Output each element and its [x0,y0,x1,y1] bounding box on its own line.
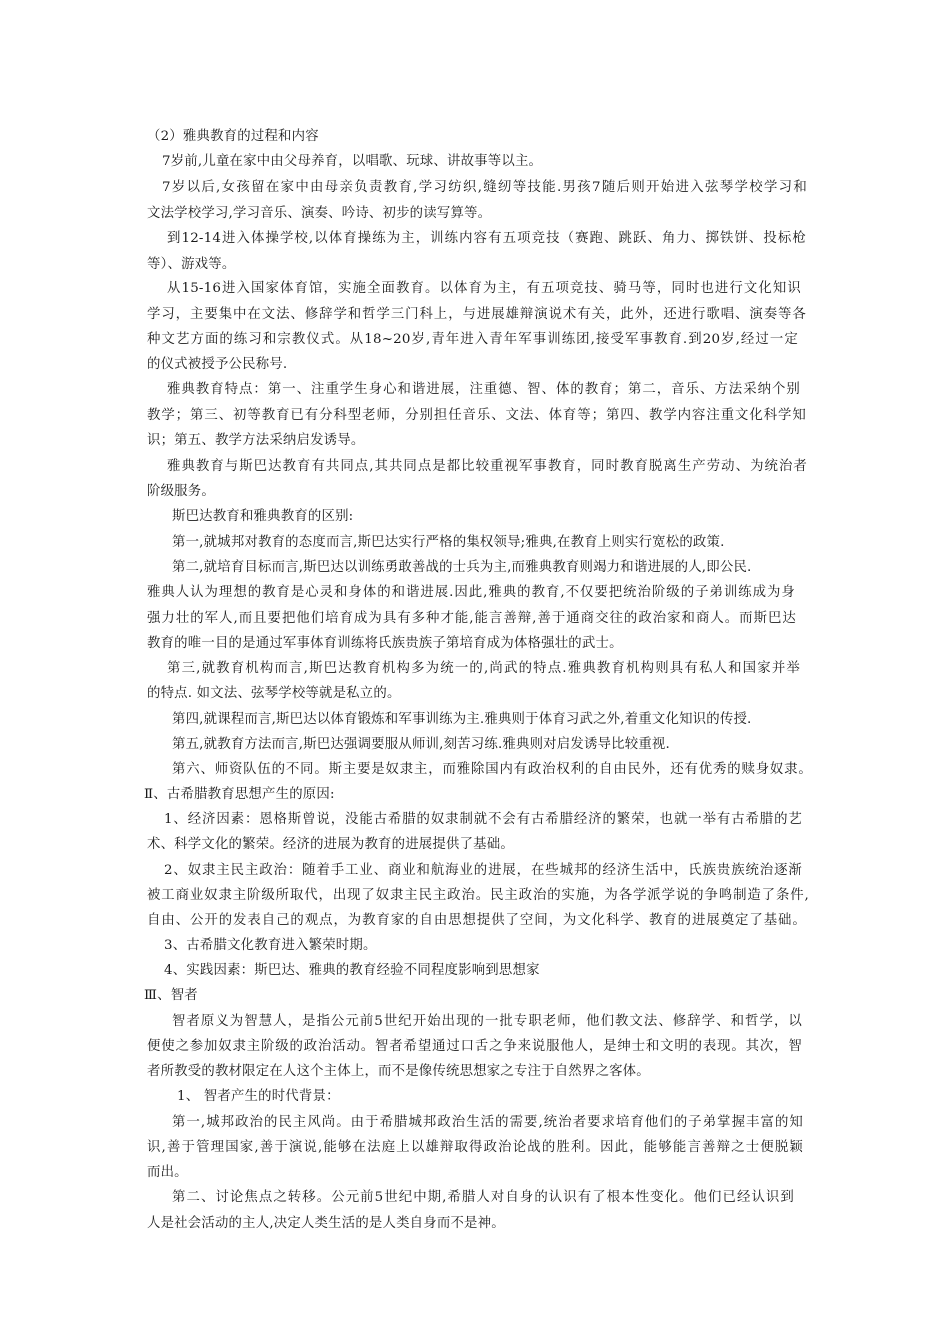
text-line: 2、奴隶主民主政治：随着手工业、商业和航海业的进展，在些城邦的经济生活中，氏族贵族统治逐渐 [164,863,802,878]
text-line: 雅典教育特点：第一、注重学生身心和谐进展，注重德、智、体的教育；第二，音乐、方法采纳个别 [167,382,800,397]
text-line: 学习，主要集中在文法、修辞学和哲学三门科上，与进展雄辩演说术有关，此外，还进行歌唱、演奏等各 [147,307,806,322]
text-line: 的仪式被授予公民称号. [147,357,288,372]
text-line: 阶级服务。 [147,484,215,499]
text-line: 第三,就教育机构而言,斯巴达教育机构多为统一的,尚武的特点.雅典教育机构则具有私人和国家并举 [167,661,800,676]
text-line: 第一,就城邦对教育的态度而言,斯巴达实行严格的集权领导;雅典,在教育上则实行宽松的政策. [172,535,725,550]
text-line: 到12-14进入体操学校,以体育操练为主，训练内容有五项竞技（赛跑、跳跃、角力、掷铁饼、投标枪 [167,231,806,246]
text-line: 第四,就课程而言,斯巴达以体育锻炼和军事训练为主.雅典则于体育习武之外,着重文化知识的传授. [172,712,752,727]
text-line: 从15-16进入国家体育馆，实施全面教育。以体育为主，有五项竞技、骑马等，同时也进行文化知识 [167,281,801,296]
text-line: 斯巴达教育和雅典教育的区别: [172,509,354,524]
text-line: 自由、公开的发表自己的观点，为教育家的自由思想提供了空间，为文化科学、教育的进展奠定了基础。 [147,913,806,928]
text-line: 教学；第三、初等教育已有分科型老师，分别担任音乐、文法、体育等；第四、教学内容注重文化科学知 [147,408,806,423]
text-line: 识,善于管理国家,善于演说,能够在法庭上以雄辩取得政治论战的胜利。因此，能够能言善辩之士便脱颖 [147,1140,803,1155]
text-line: 第五,就教育方法而言,斯巴达强调要服从师训,刻苦习练.雅典则对启发诱导比较重视. [172,737,670,752]
text-line: 7岁前,儿童在家中由父母养育，以唱歌、玩球、讲故事等以主。 [162,154,543,169]
subsection-heading: 1、 智者产生的时代背景： [177,1089,340,1104]
text-line: 被工商业奴隶主阶级所取代，出现了奴隶主民主政治。民主政治的实施，为各学派学说的争鸣制造了条件, [147,888,809,903]
text-line: 教育的唯一目的是通过军事体育训练将氏族贵族子第培育成为体格强壮的武士。 [147,636,623,651]
text-line: 便使之参加奴隶主阶级的政治活动。智者希望通过口舌之争来说服他人，是绅士和文明的表现。其次，智 [147,1039,802,1054]
text-line: 雅典人认为理想的教育是心灵和身体的和谐进展.因此,雅典的教育,不仅要把统治阶级的子弟训练成为身 [147,585,795,600]
text-line: 的特点. 如文法、弦琴学校等就是私立的。 [147,686,401,701]
text-line: 第二,就培育目标而言,斯巴达以训练勇敢善战的士兵为主,而雅典教育则竭力和谐进展的人,即公民. [172,560,752,575]
text-line: 强力壮的军人,而且要把他们培育成为具有多种才能,能言善辩,善于通商交往的政治家和商人。而斯巴达 [147,611,796,626]
text-line: 而出。 [147,1165,188,1180]
text-line: 智者原义为智慧人，是指公元前5世纪开始出现的一批专职老师，他们教文法、修辞学、和哲学，以 [172,1014,802,1029]
text-line: 3、古希腊文化教育进入繁荣时期。 [164,938,377,953]
text-line: 第一,城邦政治的民主风尚。由于希腊城邦政治生活的需要,统治者要求培育他们的子弟掌握丰富的知 [172,1115,803,1130]
text-line: 4、实践因素：斯巴达、雅典的教育经验不同程度影响到思想家 [164,963,540,978]
section-heading: Ⅱ、古希腊教育思想产生的原因: [144,787,335,802]
text-line: 者所教受的教材限定在人这个主体上，而不是像传统思想家之专注于自然界之客体。 [147,1064,650,1079]
text-line: 1、经济因素：恩格斯曾说，没能古希腊的奴隶制就不会有古希腊经济的繁荣，也就一举有古希腊的艺 [164,812,802,827]
section-heading: （2）雅典教育的过程和内容 [147,129,319,144]
text-line: 第二、讨论焦点之转移。公元前5世纪中期,希腊人对自身的认识有了根本性变化。他们已经认识到 [172,1190,794,1205]
text-line: 第六、师资队伍的不同。斯主要是奴隶主，而雅除国内有政治权利的自由民外，还有优秀的赎身奴隶。 [172,762,812,777]
section-heading: Ⅲ、智者 [144,988,198,1003]
text-line: 7岁以后,女孩留在家中由母亲负责教育,学习纺织,缝纫等技能.男孩7随后则开始进入弦琴学校学习和 [162,180,807,195]
text-line: 文法学校学习,学习音乐、演奏、吟诗、初步的读写算等。 [147,206,492,221]
text-line: 识；第五、教学方法采纳启发诱导。 [147,433,365,448]
text-line: 等）、游戏等。 [147,257,236,272]
text-line: 术、科学文化的繁荣。经济的进展为教育的进展提供了基础。 [147,837,514,852]
text-line: 种文艺方面的练习和宗教仪式。从18~20岁,青年进入青年军事训练团,接受军事教育.到20岁,经过一定 [147,332,798,347]
text-line: 人是社会活动的主人,决定人类生活的是人类自身而不是神。 [147,1216,505,1231]
text-line: 雅典教育与斯巴达教育有共同点,其共同点是都比较重视军事教育，同时教育脱离生产劳动、为统治者 [167,459,807,474]
